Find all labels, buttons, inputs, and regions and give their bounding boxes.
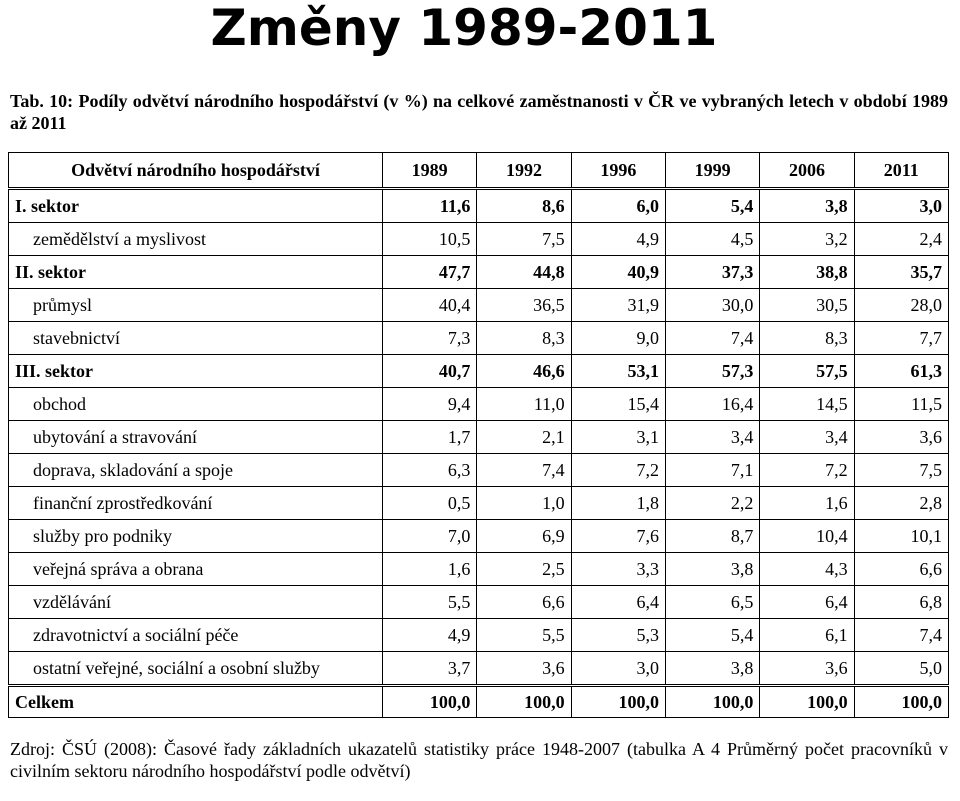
cell-value: 6,1 [760,619,854,652]
cell-value: 9,0 [571,322,665,355]
cell-value: 3,6 [854,421,948,454]
total-value: 100,0 [571,686,665,718]
cell-value: 53,1 [571,355,665,388]
cell-value: 16,4 [665,388,759,421]
cell-value: 7,2 [760,454,854,487]
cell-value: 7,3 [383,322,477,355]
header-year: 1989 [383,153,477,189]
cell-value: 8,7 [665,520,759,553]
row-label: ubytování a stravování [9,421,383,454]
cell-value: 5,0 [854,652,948,686]
cell-value: 4,5 [665,223,759,256]
sub-sector-row [9,619,949,652]
sub-sector-row [9,487,949,520]
cell-value: 47,7 [383,256,477,289]
total-value: 100,0 [665,686,759,718]
cell-value: 5,4 [665,619,759,652]
cell-value: 40,9 [571,256,665,289]
cell-value: 4,3 [760,553,854,586]
cell-value: 14,5 [760,388,854,421]
slide-title: Změny 1989-2011 [210,0,718,57]
table-footer [9,686,949,718]
cell-value: 37,3 [665,256,759,289]
cell-value: 3,4 [665,421,759,454]
cell-value: 3,2 [760,223,854,256]
cell-value: 3,1 [571,421,665,454]
row-label: stavebnictví [9,322,383,355]
cell-value: 7,6 [571,520,665,553]
header-year: 2006 [760,153,854,189]
cell-value: 7,2 [571,454,665,487]
total-value: 100,0 [854,686,948,718]
cell-value: 15,4 [571,388,665,421]
sub-sector-row [9,223,949,256]
total-label: Celkem [9,686,383,718]
table-body [9,189,949,686]
cell-value: 6,6 [477,586,571,619]
header-sector-name: Odvětví národního hospodářství [9,153,383,189]
sub-sector-row [9,553,949,586]
cell-value: 1,6 [760,487,854,520]
cell-value: 11,6 [383,189,477,223]
cell-value: 7,7 [854,322,948,355]
cell-value: 3,8 [760,189,854,223]
row-label: finanční zprostředkování [9,487,383,520]
row-label: I. sektor [9,189,383,223]
cell-value: 1,6 [383,553,477,586]
header-year: 1999 [665,153,759,189]
cell-value: 7,1 [665,454,759,487]
sub-sector-row [9,454,949,487]
sector-row [9,355,949,388]
cell-value: 46,6 [477,355,571,388]
cell-value: 28,0 [854,289,948,322]
header-year: 2011 [854,153,948,189]
sector-row [9,256,949,289]
sub-sector-row [9,586,949,619]
cell-value: 1,0 [477,487,571,520]
sub-sector-row [9,289,949,322]
cell-value: 10,1 [854,520,948,553]
cell-value: 11,5 [854,388,948,421]
total-value: 100,0 [477,686,571,718]
row-label: II. sektor [9,256,383,289]
cell-value: 31,9 [571,289,665,322]
cell-value: 7,5 [854,454,948,487]
cell-value: 8,6 [477,189,571,223]
row-label: III. sektor [9,355,383,388]
cell-value: 3,6 [477,652,571,686]
cell-value: 6,5 [665,586,759,619]
row-label: doprava, skladování a spoje [9,454,383,487]
header-year: 1996 [571,153,665,189]
cell-value: 4,9 [383,619,477,652]
cell-value: 38,8 [760,256,854,289]
cell-value: 7,0 [383,520,477,553]
row-label: ostatní veřejné, sociální a osobní služby [9,652,383,686]
cell-value: 35,7 [854,256,948,289]
cell-value: 3,6 [760,652,854,686]
cell-value: 1,8 [571,487,665,520]
total-value: 100,0 [383,686,477,718]
row-label: služby pro podniky [9,520,383,553]
row-label: vzdělávání [9,586,383,619]
cell-value: 6,8 [854,586,948,619]
cell-value: 2,4 [854,223,948,256]
sub-sector-row [9,520,949,553]
total-value: 100,0 [760,686,854,718]
sector-row [9,189,949,223]
cell-value: 44,8 [477,256,571,289]
header-row [9,153,949,189]
row-label: zemědělství a myslivost [9,223,383,256]
cell-value: 6,3 [383,454,477,487]
sub-sector-row [9,652,949,686]
cell-value: 2,5 [477,553,571,586]
employment-table [8,152,949,718]
cell-value: 40,4 [383,289,477,322]
sub-sector-row [9,388,949,421]
cell-value: 5,5 [383,586,477,619]
cell-value: 9,4 [383,388,477,421]
cell-value: 3,7 [383,652,477,686]
header-year: 1992 [477,153,571,189]
cell-value: 40,7 [383,355,477,388]
cell-value: 5,4 [665,189,759,223]
cell-value: 7,4 [665,322,759,355]
cell-value: 5,3 [571,619,665,652]
cell-value: 7,4 [854,619,948,652]
cell-value: 2,2 [665,487,759,520]
cell-value: 57,3 [665,355,759,388]
cell-value: 6,4 [760,586,854,619]
cell-value: 8,3 [760,322,854,355]
sub-sector-row [9,322,949,355]
cell-value: 0,5 [383,487,477,520]
cell-value: 1,7 [383,421,477,454]
cell-value: 2,1 [477,421,571,454]
cell-value: 61,3 [854,355,948,388]
cell-value: 2,8 [854,487,948,520]
cell-value: 6,9 [477,520,571,553]
source-note: Zdroj: ČSÚ (2008): Časové řady základních ukazatelů statistiky práce 1948-2007 (tabulka A 4 Průměrný počet pracovníků v civilním sektoru národního hospodářství podle odvětví) [10,739,948,781]
cell-value: 3,8 [665,553,759,586]
cell-value: 4,9 [571,223,665,256]
sub-sector-row [9,421,949,454]
cell-value: 3,4 [760,421,854,454]
row-label: průmysl [9,289,383,322]
cell-value: 11,0 [477,388,571,421]
cell-value: 30,0 [665,289,759,322]
cell-value: 8,3 [477,322,571,355]
cell-value: 3,3 [571,553,665,586]
cell-value: 10,4 [760,520,854,553]
cell-value: 57,5 [760,355,854,388]
row-label: veřejná správa a obrana [9,553,383,586]
table-header [9,153,949,189]
cell-value: 6,4 [571,586,665,619]
total-row [9,686,949,718]
cell-value: 30,5 [760,289,854,322]
cell-value: 5,5 [477,619,571,652]
cell-value: 3,0 [854,189,948,223]
cell-value: 6,0 [571,189,665,223]
cell-value: 7,4 [477,454,571,487]
cell-value: 6,6 [854,553,948,586]
cell-value: 3,8 [665,652,759,686]
cell-value: 10,5 [383,223,477,256]
cell-value: 3,0 [571,652,665,686]
row-label: zdravotnictví a sociální péče [9,619,383,652]
table-caption: Tab. 10: Podíly odvětví národního hospodářství (v %) na celkové zaměstnanosti v ČR ve vybraných letech v období 1989 až 2011 [10,91,948,133]
cell-value: 36,5 [477,289,571,322]
row-label: obchod [9,388,383,421]
cell-value: 7,5 [477,223,571,256]
